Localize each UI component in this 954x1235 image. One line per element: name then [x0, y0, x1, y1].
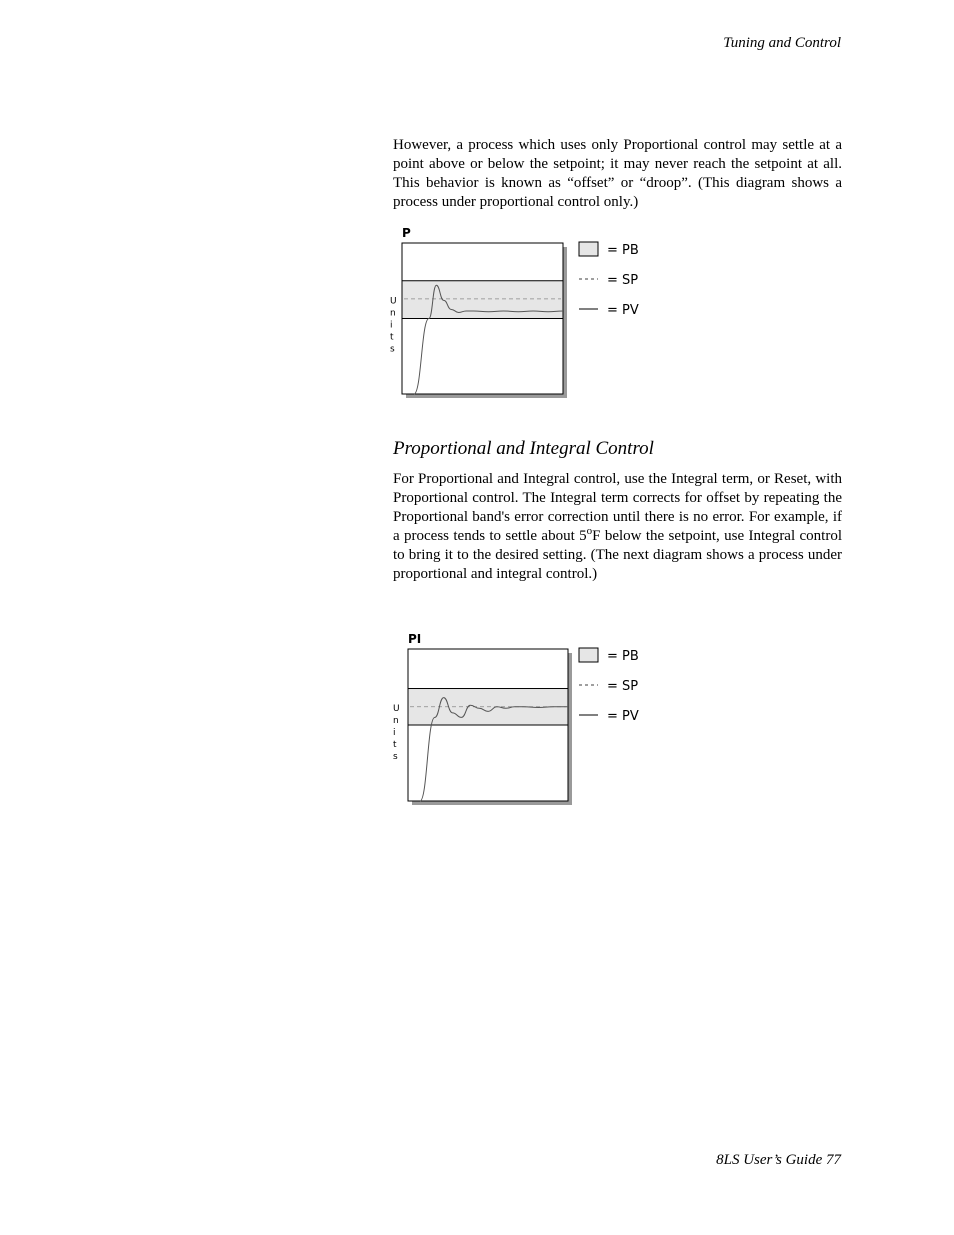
legend-pb-swatch	[579, 242, 598, 256]
y-axis-label-letter: U	[393, 703, 400, 714]
page-footer: 8LS User’s Guide 77	[716, 1152, 841, 1168]
legend-label: = PB	[607, 243, 639, 258]
y-axis-label-letter: U	[390, 296, 397, 307]
legend-label: = SP	[607, 679, 639, 694]
legend-label: = PB	[607, 649, 639, 664]
y-axis-label-letter: i	[393, 727, 396, 738]
section-heading: Proportional and Integral Control	[393, 438, 654, 459]
y-axis-label-letter: t	[393, 739, 397, 750]
legend-pb-swatch	[579, 648, 598, 662]
chart-title: PI	[408, 632, 422, 646]
proportional-band	[402, 281, 563, 319]
y-axis-label-letter: t	[390, 332, 394, 343]
y-axis-label-letter: s	[393, 751, 398, 762]
pi-control-chart-svg	[385, 628, 655, 813]
paragraph-text-2: F below the setpoint, use Integral control to bring it to the desired setting. (The next diagram shows a process under proportional and integral control.)	[393, 528, 842, 582]
y-axis-label-letter: n	[393, 715, 399, 726]
running-header: Tuning and Control	[723, 35, 841, 51]
p-control-chart	[385, 222, 655, 407]
paragraph-text-1: For Proportional and Integral control, use the Integral term, or Reset, with Proportional control. The Integral term corrects for offset by repeating the Proportional band's error correction until there is no error. For example, if a process tends to settle about 5	[393, 471, 842, 544]
y-axis-label-letter: s	[390, 344, 395, 355]
p-control-chart-svg	[385, 222, 655, 407]
y-axis-label-letter: n	[390, 308, 396, 319]
chart-title: P	[402, 226, 411, 240]
y-axis-label-letter: i	[390, 320, 393, 331]
pi-control-chart	[385, 628, 655, 813]
degree-symbol: o	[586, 525, 593, 537]
legend-label: = PV	[607, 709, 639, 724]
legend-label: = SP	[607, 273, 639, 288]
section-paragraph	[393, 470, 842, 584]
intro-paragraph: However, a process which uses only Proportional control may settle at a point above or below the setpoint; it may never reach the setpoint at all. This behavior is known as “offset” or “droop”. (This diagram shows a process under proportional control only.)	[393, 137, 842, 210]
legend-label: = PV	[607, 303, 639, 318]
